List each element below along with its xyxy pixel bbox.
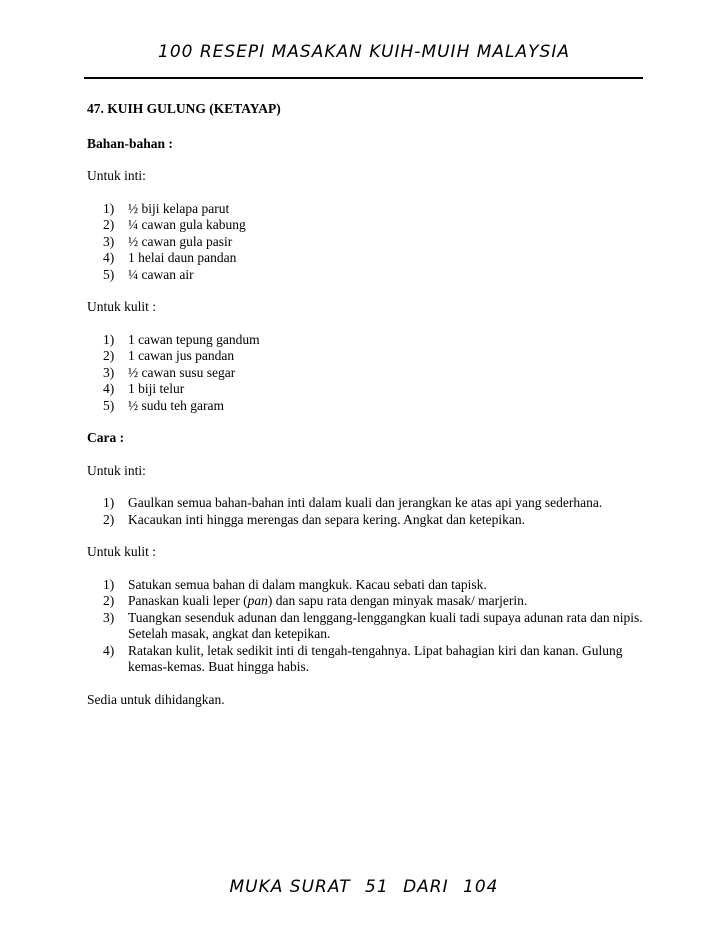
method-inti-label: Untuk inti: <box>87 462 146 478</box>
kulit-label: Untuk kulit : <box>87 299 157 314</box>
recipe-title: 47. KUIH GULUNG (KETAYAP) <box>87 101 281 116</box>
list-item: 2) Kacaukan inti hingga merengas dan separa kering. Angkat dan ketepikan. <box>103 511 525 527</box>
ingredients-heading: Bahan-bahan : <box>87 135 173 151</box>
footer-of-label: DARI <box>403 877 449 897</box>
list-item: 1) Gaulkan semua bahan-bahan inti dalam kuali dan jerangkan ke atas api yang sederhana. <box>103 495 603 510</box>
kulit-ingredient-list <box>87 332 647 415</box>
list-item: 4) Ratakan kulit, letak sedikit inti di tengah-tengahnya. Lipat bahagian kiri dan kanan. Gulung kemas-kemas. Buat hingga habis. <box>103 642 623 674</box>
recipe-content <box>87 101 647 724</box>
list-item: 3) ½ cawan susu segar <box>103 364 236 380</box>
method-kulit-steps <box>87 577 647 676</box>
list-item: 4) 1 helai daun pandan <box>103 250 237 265</box>
list-item: 2) Panaskan kuali leper (pan) dan sapu rata dengan minyak masak/ marjerin. <box>103 593 528 608</box>
inti-ingredient-list <box>87 201 647 284</box>
list-item: 1) Satukan semua bahan di dalam mangkuk. Kacau sebati dan tapisk. <box>103 576 487 592</box>
list-item: 2) ¼ cawan gula kabung <box>103 217 246 232</box>
list-item: 3) Tuangkan sesenduk adunan dan lenggang-lenggangkan kuali tadi supaya adunan rata dan nipis. Setelah masak, angkat dan ketepikan. <box>103 609 643 641</box>
list-item: 1) 1 cawan tepung gandum <box>103 331 260 347</box>
serving-note: Sedia untuk dihidangkan. <box>87 691 225 707</box>
footer-page-label: MUKA SURAT <box>229 877 351 897</box>
list-item: 1) ½ biji kelapa parut <box>103 200 230 216</box>
method-heading: Cara : <box>87 430 125 445</box>
header-divider <box>84 77 643 79</box>
list-item: 2) 1 cawan jus pandan <box>103 348 235 363</box>
page-footer <box>0 877 728 897</box>
footer-total-pages: 104 <box>463 877 499 897</box>
method-kulit-label: Untuk kulit : <box>87 544 157 559</box>
list-item: 4) 1 biji telur <box>103 381 185 396</box>
list-item: 5) ¼ cawan air <box>103 266 194 282</box>
method-inti-steps <box>87 495 647 528</box>
page-header-title: 100 RESEPI MASAKAN KUIH-MUIH MALAYSIA <box>158 42 570 62</box>
list-item: 3) ½ cawan gula pasir <box>103 233 233 249</box>
list-item: 5) ½ sudu teh garam <box>103 397 224 413</box>
footer-page-number: 51 <box>365 877 389 897</box>
inti-label: Untuk inti: <box>87 168 146 183</box>
